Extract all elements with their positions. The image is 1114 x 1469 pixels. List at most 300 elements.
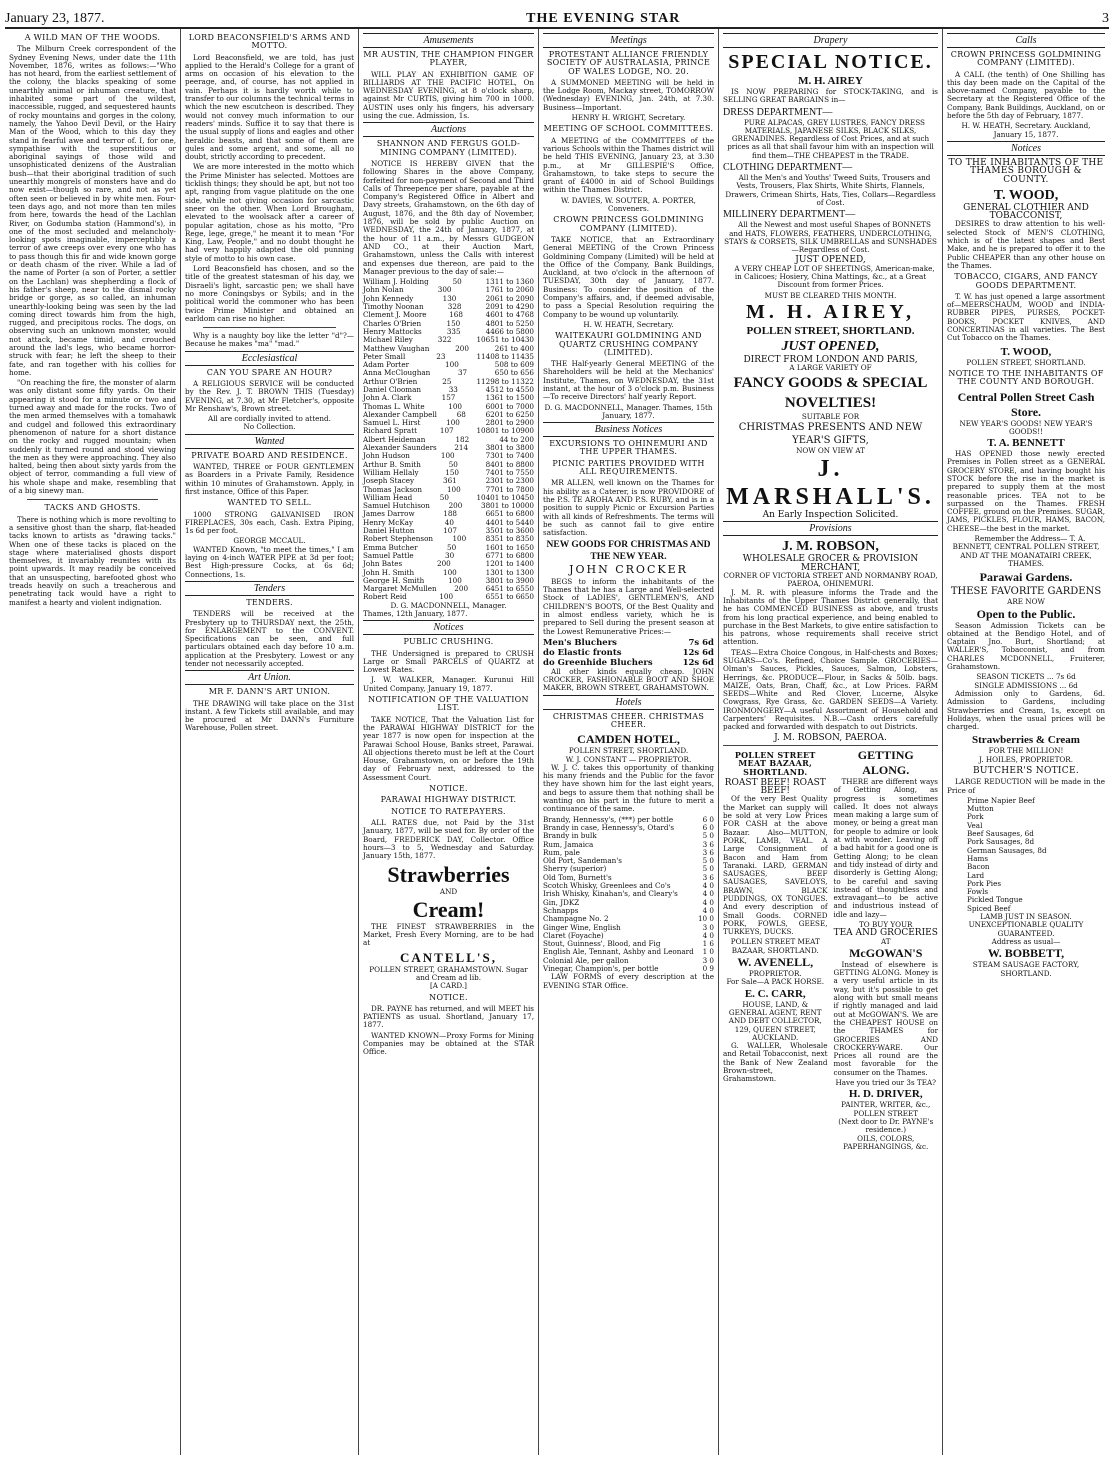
share-row-cell: William J. Holding xyxy=(363,277,429,287)
share-row-cell: 361 xyxy=(443,476,457,486)
clothing-dept-heading: CLOTHING DEPARTMENT— xyxy=(723,162,853,174)
drink-price-row-cell: 3 0 xyxy=(702,955,714,965)
avenell-name: W. AVENELL, xyxy=(737,955,814,970)
ad-text: WILL PLAY AN EXHIBITION GAME OF BILLIARDS AT THE PACIFIC HOTEL, On WEDNESDAY EVENING, at 8 o'clock sharp, against Mr CURTIS, giving him 700 in 1000. AUSTIN uses only his fingers, his adversary using the cue. Admission, 1s. xyxy=(363,69,534,121)
share-row-cell: 50 xyxy=(452,277,462,287)
robson-name: J. M. ROBSON, xyxy=(782,539,879,555)
share-row-cell: 1301 to 1300 xyxy=(485,567,534,577)
ad-text: TEAS—Extra Choice Congous, in Half-chests and Boxes; SUGARS—Co's. Refined, Choice Sample. GROCERIES—Olman's Sauces, Pickles, Sauces, Salmon, Lobsters, Herrings, &c. PRODUCE—Flour, in Sacks & 50lb. bags. MAIZE, Oats, Bran, Chaff, &c., at Low Prices. FARM SEEDS—White and Red Clover, Lucerne, Alsyke Cowgrass, Rye Grass, &c. GARDEN SEEDS—A Variety. IRONMONGERY—A useful Assortment of Household and Carpenters' Requisites. N.B.—Cash orders carefully packed and forwarded with despatch to out Districts. xyxy=(723,647,938,732)
share-row-cell: 200 xyxy=(454,584,469,594)
ad-text: IS NOW PREPARING for STOCK-TAKING, and is SELLING GREAT BARGAINS in— xyxy=(723,87,938,105)
ad-text: NEW YEAR'S GOODS! NEW YEAR'S GOODS!! xyxy=(959,418,1093,436)
ad-text: Admission only to Gardens, 6d. Admission to Gardens, including Strawberries and Cream, 1s, except on Holidays, when the usual prices will be charged. xyxy=(947,688,1105,732)
drink-price-row-cell: 3 0 xyxy=(702,922,714,932)
ad-text: An Early Inspection Solicited. xyxy=(762,510,899,521)
share-row-cell: 261 to 400 xyxy=(494,343,534,353)
share-row-cell: 157 xyxy=(441,393,456,403)
meat-item: Fowls xyxy=(967,887,989,897)
share-row-cell: John Nolan xyxy=(363,285,404,295)
drink-price-row-cell: 6 0 xyxy=(702,822,714,832)
just-opened-2: JUST OPENED, xyxy=(781,338,880,354)
driver-name: H. D. DRIVER, xyxy=(848,1088,923,1101)
drink-price-row-cell: 4 0 xyxy=(702,889,714,899)
ad-text: Address as usual— xyxy=(991,936,1061,946)
share-row-cell: 2801 to 2900 xyxy=(485,418,534,428)
ad-text: POLLEN STREET, GRAHAMSTOWN. Sugar and Cream ad lib. xyxy=(369,964,528,982)
getting-along-heading: GETTING ALONG. xyxy=(857,747,914,777)
share-row-cell: 6551 to 6650 xyxy=(485,592,534,602)
ad-text: TAKE NOTICE, that an Extraordinary General MEETING of the Crown Princess Goldmining Company (Limited) will be held at the Office of the Company, Bank Buildings, Auckland, at two o'clock in the afternoon of TUESDAY, 30th day of January, 1877. Business: To consider the position of the Company's affairs, and, if deemed advisable, to pass a Special Resolution requiring the Company to be wound up voluntarily. xyxy=(543,234,714,319)
drink-price-row-cell: Old Port, Sandeman's xyxy=(543,856,622,866)
share-row-cell: Henry McKay xyxy=(363,517,414,527)
ad-text: LAMB JUST IN SEASON. xyxy=(980,912,1072,922)
share-row-cell: 10801 to 10900 xyxy=(476,426,534,436)
share-row-cell: Samuel L. Hirst xyxy=(363,418,421,428)
meat-item: Veal xyxy=(967,820,983,830)
ad-text: All other kinds equally cheap. JOHN CROCKER, FASHIONABLE BOOT AND SHOE MAKER, BROWN STREET, GRAHAMSTOWN. xyxy=(543,666,714,693)
share-row-cell: John A. Clark xyxy=(363,393,412,403)
share-row-cell: 3501 to 3600 xyxy=(485,526,534,536)
drink-price-row-cell: 4 0 xyxy=(702,930,714,940)
column-2 xyxy=(181,29,359,1455)
share-row-cell: 44 to 200 xyxy=(499,434,534,444)
ad-heading: CROWN PRINCESS GOLDMINING COMPANY (LIMITED). xyxy=(553,215,704,233)
column-6 xyxy=(943,29,1109,1455)
section-wanted: Wanted xyxy=(185,434,354,449)
share-row-cell: Arthur O'Brien xyxy=(363,376,418,386)
share-row-cell: Peter Small xyxy=(363,351,406,361)
page-number: 3 xyxy=(1101,11,1109,26)
section-art-union: Art Union. xyxy=(185,670,354,685)
drink-price-row-cell: English Ale, Tennant, Ashby and Leonard xyxy=(543,947,694,957)
article-heading-tacks: TACKS AND GHOSTS. xyxy=(44,503,141,513)
article-heading-beaconsfield: LORD BEACONSFIELD'S ARMS AND MOTTO. xyxy=(188,33,351,51)
share-row-cell: Thomas Jackson xyxy=(363,484,423,494)
drink-price-row-cell: 0 9 xyxy=(702,964,714,974)
ad-text: MR ALLEN, well known on the Thames for his ability as a Caterer, is now PROVIDORE of the P.S. TE AROHA AND P.S. RUBY, and is in a position to supply Picnic or Excursion Parties with all kinds of Refreshments. The terms will be such as cannot fail to give entire satisfaction. xyxy=(543,478,714,538)
airey-name: M. H. AIREY xyxy=(798,75,863,87)
drink-price-row-cell: Schnapps xyxy=(543,905,579,915)
share-row-cell: 107 xyxy=(439,426,454,436)
share-row-cell: Margaret McMullen xyxy=(363,584,437,594)
share-row-cell: 50 xyxy=(447,542,457,552)
camden-hotel-name: CAMDEN HOTEL, xyxy=(577,732,680,747)
ad-text: Remember the Address— T. A. BENNETT, CENTRAL POLLEN STREET, AND AT THE MOANATAIRI CREEK, THAMES. xyxy=(952,534,1100,568)
ad-text: A SUMMONED MEETING will be held in the Lodge Room, Mackay street, TOMORROW (Wednesday) EVENING, Jan. 24th, at 7.30. Business—Important. xyxy=(543,77,714,112)
share-row-cell: 150 xyxy=(445,467,459,477)
share-row-cell: 6201 to 6250 xyxy=(485,409,534,419)
ad-text: TEA AND GROCERIES xyxy=(833,928,938,939)
meats-list xyxy=(947,797,1105,913)
ad-heading: PICNIC PARTIES PROVIDED WITH ALL REQUIREMENTS. xyxy=(552,458,705,477)
ad-heading: NOTICE TO THE INHABITANTS OF THE COUNTY AND BOROUGH. xyxy=(948,368,1104,387)
drink-price-row-cell: Colonial Ale, per gallon xyxy=(543,955,629,965)
share-row-cell: William Hellaly xyxy=(363,467,419,477)
ad-signature: W. DAVIES, W. SOUTER, A. PORTER, Conveners. xyxy=(561,195,696,214)
open-heading: Open to the Public. xyxy=(976,606,1076,621)
ad-text: BEGS to inform the inhabitants of the Thames that he has a Large and Well-selected Stock of LADIES', GENTLEMEN'S, AND CHILDREN'S BOOTS, Of the Best Quality and in almost endless variety, which he is prepared to Sell during the present season at the Lowest Remunerative Prices:— xyxy=(543,576,714,636)
ad-text: SINGLE ADMISSIONS ... 6d xyxy=(974,680,1078,690)
share-row-cell: 130 xyxy=(442,293,457,303)
section-ecclesiastical: Ecclesiastical xyxy=(185,351,354,366)
ad-text: PROPRIETOR. xyxy=(748,969,802,979)
ad-text: THE Undersigned is prepared to CRUSH Large or Small PARCELS of QUARTZ at Lowest Rates. xyxy=(363,648,534,675)
ad-text: POLLEN STREET, SHORTLAND. xyxy=(568,746,689,756)
meat-item: Lard xyxy=(967,870,985,880)
meat-item: Bacon xyxy=(967,862,990,872)
ad-heading: TOBACCO, CIGARS, AND FANCY GOODS DEPARTMENT. xyxy=(954,272,1098,290)
ad-heading: ROAST BEEF! ROAST BEEF! xyxy=(724,777,826,797)
article-paragraph: We are more interested in the motto which the Prime Minister has selected. Mottoes are ticklish things; they should be apt, but not too apt, ranging from vague platitude on the one side, while not giving occasion for sarcastic sneer on the other. When Lord Brougham, elevated to the woolsack after a career of popular agitation, chose as his motto, "Pro Rege, lege, grege," he meant it to mean "For King, Law, People," and no doubt thought he had very happily adapted the old punning style of motto to his own case. xyxy=(185,162,354,263)
share-row-cell: Clement J. Moore xyxy=(363,310,427,320)
share-row-cell: 2301 to 2300 xyxy=(485,476,534,486)
ad-text: SEASON TICKETS ... 7s 6d xyxy=(976,672,1076,682)
column-1 xyxy=(5,29,181,1455)
share-row-cell: Henry Mattocks xyxy=(363,326,422,336)
drink-price-row-cell: 6 0 xyxy=(702,814,714,824)
share-row-cell: 10651 to 10430 xyxy=(476,335,534,345)
just-opened: JUST OPENED, xyxy=(795,255,866,266)
meat-item: Beef Sausages, 6d xyxy=(967,829,1034,839)
share-row-cell: 4512 to 4550 xyxy=(485,384,534,394)
section-provisions: Provisions xyxy=(723,521,938,536)
ad-signature: J. M. ROBSON, PAEROA. xyxy=(774,732,887,743)
ad-text: T. W. has just opened a large assortment of—MEERSCHAUM, WOOD and INDIA-RUBBER PIPES, PURSES, POCKET-BOOKS, POCKET KNIVES, AND CONCERTINAS in all varieties. The Best Cut Tobacco on the Thames. xyxy=(947,291,1105,343)
share-row-cell: 50 xyxy=(439,492,449,502)
ad-text: AT xyxy=(880,936,891,946)
ad-text: W. J. CONSTANT — PROPRIETOR. xyxy=(565,754,692,764)
ad-text: A RELIGIOUS SERVICE will be conducted by the Rev. J. T. BROWN THIS (Tuesday) EVENING, at 7.30, at Mr Fletcher's, opposite Mr Renshaw's, Brown street. xyxy=(185,378,354,413)
share-row-cell: 7701 to 7800 xyxy=(485,484,534,494)
ad-text: DIRECT FROM LONDON AND PARIS, xyxy=(743,354,918,365)
drink-price-row-cell: 4 0 xyxy=(702,881,714,891)
ad-text: NOTICE IS HEREBY GIVEN that the following Shares in the above Company, forfeited for non-payment of Second and Third Calls of Threepence per share, payable at the Company's Registered Office in Albert and Davy streets, Grahamstown, on the 6th day of August, 1876, and the 8th day of November, 1876, will be sold by public Auction on WEDNESDAY, the 24th of January, 1877, at the hour of 11 a.m., by Messrs GUDGEON AND CO., at their Auction Mart, Grahamstown, unless the Calls with interest and expenses due thereon, are paid to the Manager previous to the day of sale:— xyxy=(363,158,534,276)
issue-date: January 23, 1877. xyxy=(5,11,105,26)
share-row-cell: Daniel Hutton xyxy=(363,526,415,536)
ad-text: HOUSE, LAND, & GENERAL AGENT, RENT AND DEBT COLLECTOR, 129, QUEEN STREET, AUCKLAND. xyxy=(728,999,822,1042)
crocker-name: JOHN CROCKER xyxy=(569,563,688,577)
drink-price-row-cell: Scotch Whisky, Greenlees and Co's xyxy=(543,881,671,891)
share-row-cell: James Darrow xyxy=(363,509,415,519)
ad-text: WANTED KNOWN—Proxy Forms for Mining Companies may be obtained at the STAR Office. xyxy=(363,1030,534,1057)
bottom-ads-row xyxy=(723,745,938,1151)
share-row-cell: 100 xyxy=(445,360,459,370)
share-row-cell: 1311 to 1360 xyxy=(485,277,534,287)
drink-price-row-cell: Rum, pale xyxy=(543,847,580,857)
share-row-cell: 650 to 656 xyxy=(494,368,534,378)
share-row-cell: Robert Stephenson xyxy=(363,534,434,544)
ad-text: THE Half-yearly General MEETING of the Shareholders will be held at the Mechanics' Institute, Thames, on WEDNESDAY, the 31st instant, at the hour of 3 o'clock p.m. Business—To receive Directors' half yearly Report. xyxy=(543,359,714,402)
ad-text: A CALL (the tenth) of One Shilling has this day been made on the Capital of the above-named Company, payable to the Secretary at the Registered Office of the Company, Bank Buildings, Auckland, on or before the 5th day of February, 1877. xyxy=(947,69,1105,121)
share-row-cell: 200 xyxy=(448,501,463,511)
column-4 xyxy=(539,29,719,1455)
share-row-cell: William Head xyxy=(363,492,413,502)
share-row-cell: 37 xyxy=(457,368,468,378)
share-row-cell: Timothy Noonan xyxy=(363,302,424,312)
ad-signature: HENRY H. WRIGHT, Secretary. xyxy=(571,113,686,123)
share-row-cell: Anna McCloughan xyxy=(363,368,431,378)
share-row-cell: Michael Riley xyxy=(363,335,413,345)
meat-item: Pork Pies xyxy=(967,878,1002,888)
ad-text: (Next door to Dr. PAYNE's residence.) xyxy=(838,1116,934,1135)
ad-text: ALL RATES due, not Paid by the 31st January, 1877, will be sued for. By order of the Board, FREDERICK DAY, Collector. Office hours—3 to 5, Wednesday and Saturday. January 15th, 1877. xyxy=(363,817,534,861)
strawberries-and: AND xyxy=(439,887,458,897)
marshall-name: J. MARSHALL'S. xyxy=(726,456,935,511)
airey-address: POLLEN STREET, SHORTLAND. xyxy=(746,324,915,337)
ad-text: G. WALLER, Wholesale and Retail Tobacconist, next the Bank of New Zealand Brown-street, Grahamstown. xyxy=(723,1041,828,1084)
share-row-cell: John Kennedy xyxy=(363,293,414,303)
share-row-cell: 8401 to 8800 xyxy=(485,459,534,469)
section-drapery: Drapery xyxy=(723,33,938,48)
ad-text: UNEXCEPTIONABLE QUALITY GUARANTEED. xyxy=(968,920,1084,938)
drink-price-row-cell: Irish Whisky, Kinahan's, and Cleary's xyxy=(543,889,678,899)
ad-text: THE DRAWING will take place on the 31st instant. A few Tickets still available, and may be procured at Mr DANN's Furniture Warehouse, Pollen street. xyxy=(185,698,354,733)
boots-price-list xyxy=(543,638,714,668)
share-row-cell: 1601 to 1650 xyxy=(485,542,534,552)
section-notices-2: Notices xyxy=(947,141,1105,156)
share-row-cell: John Bates xyxy=(363,559,403,569)
share-row-cell: Arthur B. Smith xyxy=(363,459,421,469)
ad-heading: CHRISTMAS CHEER. CHRISTMAS CHEER. xyxy=(552,711,705,729)
share-row-cell: Thomas L. White xyxy=(363,401,425,411)
ad-text: POLLEN STREET MEAT BAZAAR, SHORTLAND. xyxy=(730,937,820,955)
share-row-cell: 10401 to 10450 xyxy=(476,492,534,502)
bottom-ads-right xyxy=(834,748,939,1151)
ad-signature: H. W. HEATH, Secretary. xyxy=(583,319,674,329)
ad-text: Of the very Best Quality the Market can supply will be sold at very Low Prices FOR CASH at the above Bazaar. Also—MUTTON, PORK, LAMB, VEAL. A Large Consignment of Bacon and Ham from Taranaki. LARD, GERMAN SAUSAGES, BEEF SAUSAGES, SAVELOYS, BRAWN, BLACK PUDDINGS, OX TONGUES. And every description of Small Goods. CORNED PORK, FOWLS, GEESE, TURKEYS, DUCKS. xyxy=(723,794,828,937)
share-row-cell: 7401 to 7550 xyxy=(485,467,534,477)
ad-text: LARGE REDUCTION will be made in the Price of xyxy=(947,777,1105,795)
millinery-dept-heading: MILLINERY DEPARTMENT— xyxy=(723,209,856,221)
share-row-cell: 68 xyxy=(456,409,466,419)
ad-heading: BUTCHER'S NOTICE. xyxy=(972,766,1079,776)
ad-heading: CROWN PRINCESS GOLDMINING COMPANY (LIMITED). xyxy=(950,50,1102,68)
ad-text: J. W. WALKER, Manager. Kurunui Hill United Company, January 19, 1877. xyxy=(363,675,534,693)
ad-text: TO BUY YOUR xyxy=(859,920,913,929)
share-row-cell: Richard Spratt xyxy=(363,426,417,436)
share-row-cell: Samuel Hutchison xyxy=(363,501,430,511)
share-row-cell: 2061 to 2090 xyxy=(485,293,534,303)
article-heading-wild-man: A WILD MAN OF THE WOODS. xyxy=(24,33,161,42)
ad-text: THE FINEST STRAWBERRIES in the Market, Fresh Every Morning, are to be had at xyxy=(363,921,534,948)
drink-price-row-cell: 4 0 xyxy=(702,897,714,907)
boot-price-row xyxy=(543,648,714,658)
share-row-cell: 100 xyxy=(439,592,454,602)
xmas-gifts: CHRISTMAS PRESENTS AND NEW YEAR'S GIFTS, xyxy=(738,421,923,446)
drink-price-row-cell: Champagne No. 2 xyxy=(543,914,609,924)
share-row-cell: 100 xyxy=(448,575,462,585)
ad-text: All the Newest and most useful Shapes of BONNETS and HATS, FLOWERS, FEATHERS, UNDERCLOTHING, STAYS & CORSETS, SILK UMBRELLAS and SUNSHADES—Regardless of Cost. xyxy=(724,220,937,255)
share-row-cell: 2091 to 4290 xyxy=(485,302,534,312)
ad-text: All the Men's and Youths' Tweed Suits, Trousers and Vests, Trousers, Flax Shirts, White Shirts, Flannels, Drawers, Crimean Shirts, Hats, Ties, Collars—Regardless of Cost. xyxy=(725,173,936,207)
ad-heading: PRIVATE BOARD AND RESIDENCE. xyxy=(191,450,348,460)
wood-name: T. WOOD, xyxy=(993,187,1059,203)
special-notice-heading: SPECIAL NOTICE. xyxy=(728,51,933,73)
share-row-cell: Samuel Pattle xyxy=(363,550,414,560)
meat-item: Hams xyxy=(967,853,989,863)
airey-name-large: M. H. AIREY, xyxy=(746,300,915,323)
ad-signature: GEORGE MCCAUL. xyxy=(233,536,306,546)
mcgowan-name: McGOWAN'S xyxy=(849,945,923,960)
share-row-cell: 300 xyxy=(437,285,452,295)
newspaper-page xyxy=(5,5,1109,1459)
fancy-goods-heading: FANCY GOODS & SPECIAL NOVELTIES! xyxy=(733,374,928,411)
ad-signature: J. HOILES, PROPRIETOR. xyxy=(978,754,1073,764)
share-row-cell: 7301 to 7400 xyxy=(485,451,534,461)
ad-text: A LARGE VARIETY OF xyxy=(789,363,872,373)
share-row-cell: 322 xyxy=(437,335,452,345)
section-calls: Calls xyxy=(947,33,1105,48)
drink-price-row-cell: 1 6 xyxy=(702,939,714,949)
share-row-cell: 11298 to 11322 xyxy=(476,376,534,386)
ad-text: MUST BE CLEARED THIS MONTH. xyxy=(764,290,897,300)
meat-item: German Sausages, 8d xyxy=(967,845,1047,855)
drink-price-row-cell: 4 0 xyxy=(702,905,714,915)
share-row-cell: Adam Porter xyxy=(363,360,410,370)
share-row-cell: 150 xyxy=(446,318,461,328)
ad-date: Thames, 12th January, 1877. xyxy=(363,609,468,618)
share-row-cell: Robert Reid xyxy=(363,592,407,602)
ad-heading: NOTICE. xyxy=(429,784,468,794)
share-row-cell: 1761 to 2060 xyxy=(485,285,534,295)
carr-name: E. C. CARR, xyxy=(744,987,806,1000)
drink-price-row-cell: Ginger Wine, English xyxy=(543,922,621,932)
boot-price-row xyxy=(543,638,714,648)
boot-price-row-cell: Men's Bluchers xyxy=(543,637,617,648)
ad-heading: WANTED TO SELL. xyxy=(227,498,312,508)
share-row-cell: 188 xyxy=(443,509,457,519)
section-tenders: Tenders xyxy=(185,581,354,596)
drink-price-row-cell: Old Tom, Burnett's xyxy=(543,872,612,882)
share-row-cell: 100 xyxy=(452,534,467,544)
ad-text: WANTED, THREE or FOUR GENTLEMEN as Boarders in a Private Family, Residence within 10 minutes of Grahamstown. Apply, in first instance, Office of this Paper. xyxy=(185,462,354,496)
ad-heading: TENDERS. xyxy=(246,597,293,607)
share-row-cell: 6001 to 7000 xyxy=(485,401,534,411)
section-hotels: Hotels xyxy=(543,695,714,710)
drink-price-row-cell: Stout, Guinness', Blood, and Fig xyxy=(543,939,661,949)
ad-text: PURE ALPACAS, GREY LUSTRES, FANCY DRESS MATERIALS, JAPANESE SILKS, BLACK SILKS, GRENADINES. Regardless of Cost Prices, and at such prices as all that shall favour him with an inspection will find them—THE CHEAPEST in the TRADE. xyxy=(727,117,934,160)
share-row-cell: 11408 to 11435 xyxy=(476,351,534,361)
ad-heading: NOTICE TO RATEPAYERS. xyxy=(391,806,506,816)
ad-text: OILS, COLORS, PAPERHANGINGS, &c. xyxy=(843,1133,929,1151)
boot-price-row-cell: 12s 6d xyxy=(682,647,714,658)
masthead xyxy=(5,5,1109,29)
divider xyxy=(203,327,336,328)
ad-text: NOW ON VIEW AT xyxy=(796,445,865,455)
ad-heading: PROTESTANT ALLIANCE FRIENDLY SOCIETY OF AUSTRALASIA, PRINCE OF WALES LODGE, NO. 20. xyxy=(546,50,711,76)
ad-text: [A CARD.] xyxy=(430,981,467,991)
dress-dept-heading: DRESS DEPARTMENT— xyxy=(723,106,833,118)
ad-heading: SHANNON AND FERGUS GOLD-MINING COMPANY (LIMITED). xyxy=(376,139,521,157)
ad-text: Instead of elsewhere is GETTING ALONG. Money is a very useful article in its way, but it's possible to get along with but small means if rightly managed and laid out at McGOWAN'S. We are the CHEAPEST HOUSE on the THAMES for GROCERIES AND CROCKERY-WARE. Our Prices all round are the most favorable for the consumer on the Thames. xyxy=(833,959,938,1077)
ad-text: For Sale—A PACK HORSE. xyxy=(726,977,825,987)
forfeited-shares-list xyxy=(363,278,534,602)
cantell-name: CANTELL'S, xyxy=(400,949,497,965)
meat-item: Spiced Beef xyxy=(967,903,1011,913)
share-row-cell: Alexander Campbell xyxy=(363,409,437,419)
share-row-cell: John H. Smith xyxy=(363,567,415,577)
ad-text: GENERAL CLOTHIER AND TOBACCONIST, xyxy=(963,202,1089,222)
share-row-cell: 3801 to 10000 xyxy=(481,501,534,511)
article-paragraph: Lord Beaconsfield has chosen, and so the title of the greatest statesman of his day, we Disraeli's light, sarcastic pen; we shall have no more Coningsbys or Sybils; and in the political world the commoner who has been twice Prime Minister and obtained an earldom can rise no higher. xyxy=(185,264,354,323)
ad-signature: D. G. MACDONNELL, Manager. Thames, 15th January, 1877. xyxy=(544,402,713,420)
ad-text: FOR THE MILLION! xyxy=(988,746,1064,756)
meat-item: Pickled Tongue xyxy=(967,895,1023,905)
ad-heading: CAN YOU SPARE AN HOUR? xyxy=(206,367,333,377)
share-row-cell: 1361 to 1500 xyxy=(485,393,534,403)
column-5 xyxy=(719,29,943,1455)
ad-text: Have you tried our 3s TEA? xyxy=(835,1078,937,1088)
ad-text: All are cordially invited to attend. xyxy=(208,414,331,424)
article-paragraph: There is nothing which is more revolting to a sensitive ghost than the sharp, flat-headed tacks known to artists as "drawing tacks." When one of these tacks is placed on the stage where materialised ghosts disport themselves, it invariably reunites with its point upwards. It may readily be conceived that an unsuspecting, barefooted ghost who treads heavily on such a treacherous and penetrating tack would have a right to manifest a hearty and violent indignation. xyxy=(9,514,176,607)
share-row-cell: John Hudson xyxy=(363,451,410,461)
drink-price-row-cell: Vinegar, Champion's, per bottle xyxy=(543,964,659,974)
drink-price-row-cell: Brandy, Hennessy's, (***) per bottle xyxy=(543,814,674,824)
drink-price-row-cell: Brandy in bulk xyxy=(543,831,597,841)
share-row-cell: 168 xyxy=(449,310,463,320)
bobbett-name: W. BOBBETT, xyxy=(987,946,1065,961)
ad-text: DR. PAYNE has returned, and will MEET his PATIENTS as usual. Shortland, January 17, 1877. xyxy=(363,1003,534,1030)
drink-price-row-cell: 1 0 xyxy=(702,947,714,957)
drink-price-row-cell: Rum, Jamaica xyxy=(543,839,594,849)
bottom-ads-left xyxy=(723,748,828,1151)
drink-price-row-cell: Claret (Foyache) xyxy=(543,930,604,940)
strawberries-heading: Strawberries xyxy=(387,862,510,888)
ad-heading: PUBLIC CRUSHING. xyxy=(403,637,494,647)
share-row-cell: 1201 to 1400 xyxy=(485,559,534,569)
section-auctions: Auctions xyxy=(363,122,534,137)
share-row-cell: 6771 to 6800 xyxy=(485,550,534,560)
boot-price-row-cell: do Greenhide Bluchers xyxy=(543,657,653,668)
drink-price-row-cell: Sherry (superior) xyxy=(543,864,607,874)
ad-text: CORNER OF VICTORIA STREET AND NORMANBY ROAD, PAEROA, OHINEMURI. xyxy=(723,571,938,589)
ad-heading: NOTICE. xyxy=(429,992,468,1002)
ad-text: TAKE NOTICE, That the Valuation List for the PARAWAI HIGHWAY DISTRICT for the year 1877 is now open for inspection at the Parawai School House, Banks street, Parawai. All objections thereto must be left at the Court House, Grahamstown, on or before the 19th day of February next, addressed to the Assessment Court. xyxy=(363,714,534,782)
boot-price-row-cell: 12s 6d xyxy=(682,657,714,668)
ad-heading: EXCURSIONS TO OHINEMURI AND THE UPPER THAMES. xyxy=(549,439,708,457)
share-row-cell: 40 xyxy=(444,517,454,527)
section-meetings: Meetings xyxy=(543,33,714,48)
share-row-cell: Alexander Saunders xyxy=(363,443,437,453)
share-row-cell: 508 to 609 xyxy=(494,360,534,370)
section-amusements: Amusements xyxy=(363,33,534,48)
share-row-cell: Charles O'Brien xyxy=(363,318,422,328)
ad-heading: TO THE INHABITANTS OF THE THAMES BOROUGH & COUNTY. xyxy=(948,157,1104,185)
share-row-cell: 328 xyxy=(447,302,462,312)
ad-heading: NEW GOODS FOR CHRISTMAS AND THE NEW YEAR. xyxy=(546,540,711,563)
share-row-cell: 3801 to 3900 xyxy=(485,575,534,585)
ad-heading: MR AUSTIN, THE CHAMPION FINGER PLAYER, xyxy=(363,50,534,68)
share-row-cell: Daniel Clooman xyxy=(363,384,421,394)
ad-text: A MEETING of the COMMITTEES of the various Schools within the Thames district will be held THIS EVENING, January 23, at 3.30 p.m., at Mr GILLESPIE'S Office, Grahamstown, to take steps to secure the grant of £4000 in aid of School Buildings within the Thames District. xyxy=(543,135,714,195)
drink-price-row-cell: 10 0 xyxy=(697,914,714,924)
ad-heading: MEETING OF SCHOOL COMMITTEES. xyxy=(543,124,714,134)
ad-signature: D. G. MACDONNELL, Manager. xyxy=(390,600,507,610)
share-row-cell: 100 xyxy=(448,401,462,411)
ad-text: LAW FORMS of every description at the EVENING STAR Office. xyxy=(543,972,714,990)
section-business-notices: Business Notices xyxy=(543,422,714,437)
drink-price-row-cell: 3 6 xyxy=(702,839,714,849)
article-paragraph: "On reaching the fire, the monster of alarm was only distant some fifty yards. On their appearing it stood for a minute or two and turned away and made for the rocks. Two of the men armed themselves with a tomahawk and cudgel and followed this extraordinary phenomenon of nature for a short distance on the rocky and rugged mountain; when suddenly it turned round and stood viewing the men as they were approaching. They also halted, being then about sixty yards from the object of terror, commanding a full view of his whole shape and make, resembling that of a big sinewy man. xyxy=(9,378,176,496)
share-row-cell: 200 xyxy=(455,343,469,353)
boot-price-row-cell: 7s 6d xyxy=(688,637,714,648)
drink-price-row-cell: Gin, JDKZ xyxy=(543,897,580,907)
wood-name-2: T. WOOD, xyxy=(1000,345,1052,358)
ad-signature: H. W. HEATH, Secretary. Auckland, January 15, 1877. xyxy=(961,121,1091,139)
newspaper-title: THE EVENING STAR xyxy=(526,11,681,26)
ad-text: A VERY CHEAP LOT OF SHEETINGS, American-make, in Calicoes; Hosiery, China Mattings, &c., at a Great Discount from former Prices. xyxy=(734,263,935,290)
share-row-cell: 6651 to 6800 xyxy=(485,509,534,519)
